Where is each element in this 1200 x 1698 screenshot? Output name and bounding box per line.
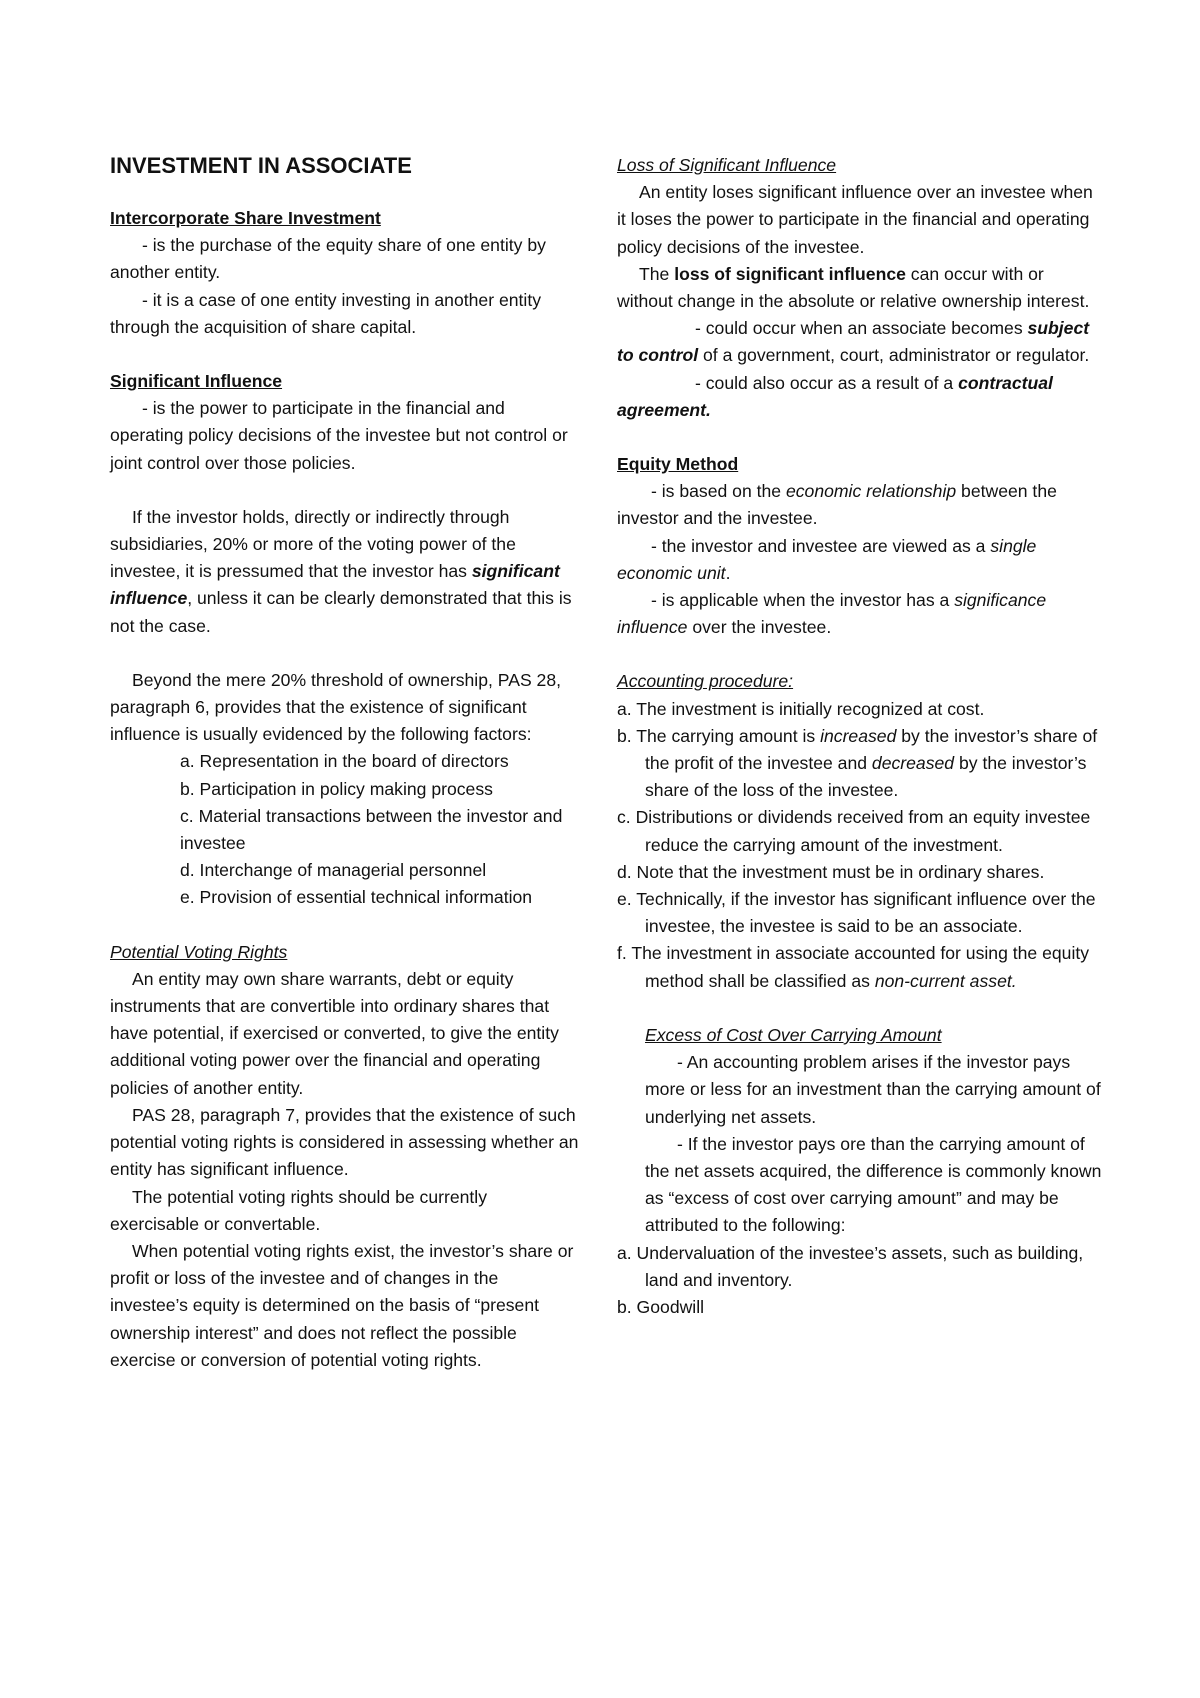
equity-def-1 xyxy=(617,478,1102,532)
text-run: significance influence xyxy=(617,590,1047,638)
text-run: between the investor and the investee. xyxy=(617,481,1057,529)
text-run: non-current asset. xyxy=(874,970,1017,991)
heading-significant-influence: Significant Influence xyxy=(110,371,283,392)
voting-para-4: When potential voting rights exist, the investor’s share or profit or loss of the investee and of changes in the investee’s equity is determined on the basis of “present ownership interest” and does not reflect the possible exercise or conversion of potential voting rights. xyxy=(110,1240,574,1370)
text-run: - the investor and investee are viewed as a xyxy=(651,535,991,556)
text-run: The xyxy=(639,263,675,284)
evidence-factor-list xyxy=(110,748,580,911)
voting-para-1: An entity may own share warrants, debt or equity instruments that are convertible into ordinary shares that have potential, if exercised or converted, to give the entity additional voting power over the financial and operating policies of another entity. xyxy=(110,968,559,1098)
excess-attribution-list xyxy=(617,1240,1102,1322)
list-item: b. Participation in policy making process xyxy=(180,778,493,799)
list-item xyxy=(617,723,1102,805)
list-item: c. Material transactions between the investor and investee xyxy=(180,805,563,854)
text-run: - is based on the xyxy=(651,481,786,502)
list-item: d. Note that the investment must be in ordinary shares. xyxy=(617,861,1045,882)
loss-point-1 xyxy=(617,315,1102,369)
list-item: a. Undervaluation of the investee’s assets, such as building, land and inventory. xyxy=(617,1242,1084,1290)
list-item xyxy=(617,940,1102,994)
significant-influence-def: - is the power to participate in the financial and operating policy decisions of the investee but not control or joint control over those policies. xyxy=(110,398,568,473)
text-run: over the investee. xyxy=(687,617,832,638)
text-run: contractual agreement. xyxy=(617,372,1053,420)
text-run: can occur with or without change in the absolute or relative ownership interest. xyxy=(617,263,1090,312)
text-run: decreased xyxy=(871,753,955,774)
list-item: a. The investment is initially recognized at cost. xyxy=(617,698,985,719)
text-run: If the investor holds, directly or indirectly through subsidiaries, 20% or more of the voting power of the investee, it is pressumed that the investor has xyxy=(110,506,516,582)
text-run: b. The carrying amount is xyxy=(617,725,821,746)
text-run: . xyxy=(725,562,731,583)
voting-para-3: The potential voting rights should be currently exercisable or convertable. xyxy=(110,1186,488,1234)
text-run: by the investor’s share of the loss of the investee. xyxy=(645,753,1087,801)
list-item: a. Representation in the board of directors xyxy=(180,751,509,772)
list-item: c. Distributions or dividends received from an equity investee reduce the carrying amount of the investment. xyxy=(617,807,1091,855)
list-item: e. Technically, if the investor has significant influence over the investee, the investee is said to be an associate. xyxy=(617,889,1096,937)
right-column xyxy=(617,152,1102,1321)
equity-def-2 xyxy=(617,533,1102,587)
text-run: , unless it can be clearly demonstrated that this is not the case. xyxy=(110,588,572,636)
text-run: of a government, court, administrator or regulator. xyxy=(698,345,1090,366)
heading-excess-of-cost: Excess of Cost Over Carrying Amount xyxy=(645,1024,942,1045)
excess-para-2: - If the investor pays ore than the carrying amount of the net assets acquired, the difference is commonly known as “excess of cost over carrying amount” and may be attributed to the following: xyxy=(645,1133,1102,1236)
heading-potential-voting-rights: Potential Voting Rights xyxy=(110,941,288,962)
text-run: f. The investment in associate accounted for using the equity method shall be classified as xyxy=(617,943,1090,991)
list-item: e. Provision of essential technical information xyxy=(180,887,533,908)
heading-loss-of-significant-influence: Loss of Significant Influence xyxy=(617,155,837,175)
loss-para-1: An entity loses significant influence over an investee when it loses the power to participate in the financial and operating policy decisions of the investee. xyxy=(617,182,1093,257)
intercorporate-def-2: - it is a case of one entity investing in another entity through the acquisition of share capital. xyxy=(110,289,542,337)
text-run: loss of significant influence xyxy=(674,263,906,284)
heading-intercorporate: Intercorporate Share Investment xyxy=(110,208,381,228)
list-item: b. Goodwill xyxy=(617,1296,705,1317)
left-column xyxy=(110,152,580,1374)
text-run: by the investor’s share of the profit of the investee and xyxy=(645,725,1098,774)
text-run: - could also occur as a result of a xyxy=(695,372,959,393)
document-title: INVESTMENT IN ASSOCIATE xyxy=(110,153,412,178)
accounting-procedure-list xyxy=(617,696,1102,995)
loss-point-2 xyxy=(617,370,1102,424)
intercorporate-def-1: - is the purchase of the equity share of one entity by another entity. xyxy=(110,235,546,283)
text-run: significant influence xyxy=(110,561,560,609)
text-run: increased xyxy=(820,725,897,746)
excess-para-1: - An accounting problem arises if the investor pays more or less for an investment than the carrying amount of underlying net assets. xyxy=(645,1052,1101,1127)
text-run: subject to control xyxy=(617,318,1090,366)
text-run: single economic unit xyxy=(617,535,1037,583)
list-item: d. Interchange of managerial personnel xyxy=(180,860,487,881)
heading-equity-method: Equity Method xyxy=(617,454,739,475)
loss-para-2 xyxy=(617,261,1102,315)
equity-def-3 xyxy=(617,587,1102,641)
significant-influence-presumption xyxy=(110,504,580,640)
pas28-para6: Beyond the mere 20% threshold of ownership, PAS 28, paragraph 6, provides that the existence of significant influence is usually evidenced by the following factors: xyxy=(110,669,562,745)
text-run: - could occur when an associate becomes xyxy=(695,318,1028,339)
heading-accounting-procedure: Accounting procedure: xyxy=(617,671,794,692)
text-run: economic relationship xyxy=(785,481,957,502)
voting-para-2: PAS 28, paragraph 7, provides that the existence of such potential voting rights is considered in assessing whether an entity has significant influence. xyxy=(110,1104,579,1180)
text-run: - is applicable when the investor has a xyxy=(651,590,955,611)
